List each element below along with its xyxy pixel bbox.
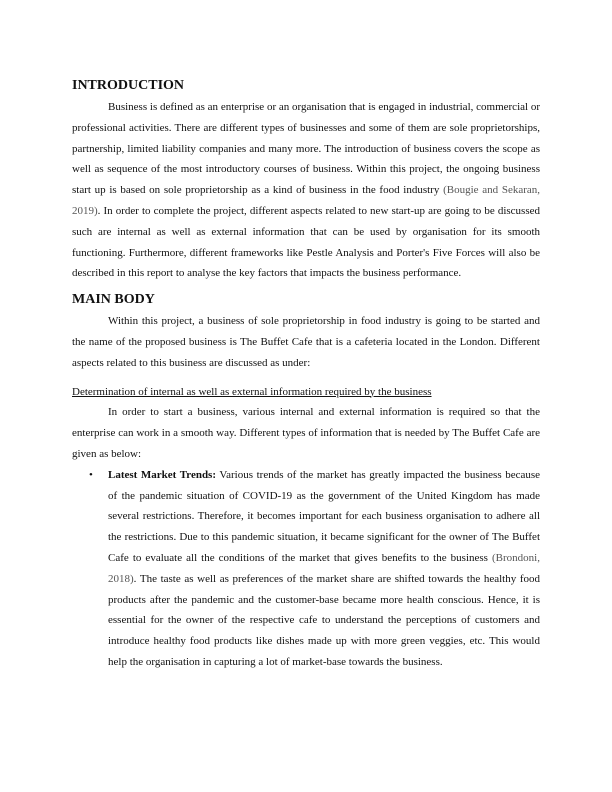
main-body-paragraph: Within this project, a business of sole proprietorship in food industry is going to be started and the name of the proposed business is The Buffet Cafe that is a cafeteria located in the London. Different aspects related to this business are discussed as under: — [72, 315, 540, 369]
bullet-citation: (Brondoni, 2018) — [108, 551, 540, 585]
bullet-text-part-1: Various trends of the market has greatly impacted the business because of the pandemic situation of COVID-19 as the government of the United Kingdom has made several restrictions. Therefore, it becomes important for each business organisation to adhere all the restrictions. Due to this pandemic situation, it became significant for the owner of The Buffet Cafe to evaluate all the conditions of the market that gives benefits to the business — [108, 468, 541, 564]
page-content — [72, 76, 540, 673]
main-body-heading: MAIN BODY — [72, 292, 155, 308]
introduction-heading: INTRODUCTION — [72, 78, 185, 93]
information-list — [72, 465, 540, 673]
introduction-paragraph — [72, 97, 540, 284]
intro-text-part-2: . In order to complete the project, different aspects related to new start-up are going to be discussed such are internal as well as external information that can be used by organisation for its smooth functioning. Furthermore, different frameworks like Pestle Analysis and Porter's Five Forces will also be described in this report to analyse the key factors that impacts the business performance. — [72, 204, 540, 280]
intro-citation: (Bougie and Sekaran, 2019) — [72, 184, 541, 217]
information-subheading: Determination of internal as well as external information required by the business — [72, 385, 432, 398]
bullet-marker: • — [89, 468, 93, 481]
intro-text-part-1: Business is defined as an enterprise or an organisation that is engaged in industrial, commercial or professional activities. There are different types of businesses and some of them are sole proprietorships, partnership, limited liability companies and many more. The introduction of business covers the scope as well as sequence of the most introductory courses of business. Within this project, the ongoing business start up is based on sole proprietorship as a kind of business in the food industry — [72, 101, 540, 197]
list-item-market-trends — [72, 465, 540, 673]
information-paragraph: In order to start a business, various internal and external information is required so that the enterprise can work in a smooth way. Different types of information that is needed by The Buffet Cafe are given as below: — [72, 406, 540, 460]
bullet-term: Latest Market Trends: — [108, 468, 217, 481]
bullet-text-part-2: . The taste as well as preferences of the market share are shifted towards the healthy food products after the pandemic and the customer-base became more health conscious. Hence, it is essential for the owner of the respective cafe to understand the perceptions of customers and introduce healthy food products like dishes made up with more green veggies, etc. This would help the organisation in capturing a lot of market-base towards the business. — [108, 572, 540, 668]
